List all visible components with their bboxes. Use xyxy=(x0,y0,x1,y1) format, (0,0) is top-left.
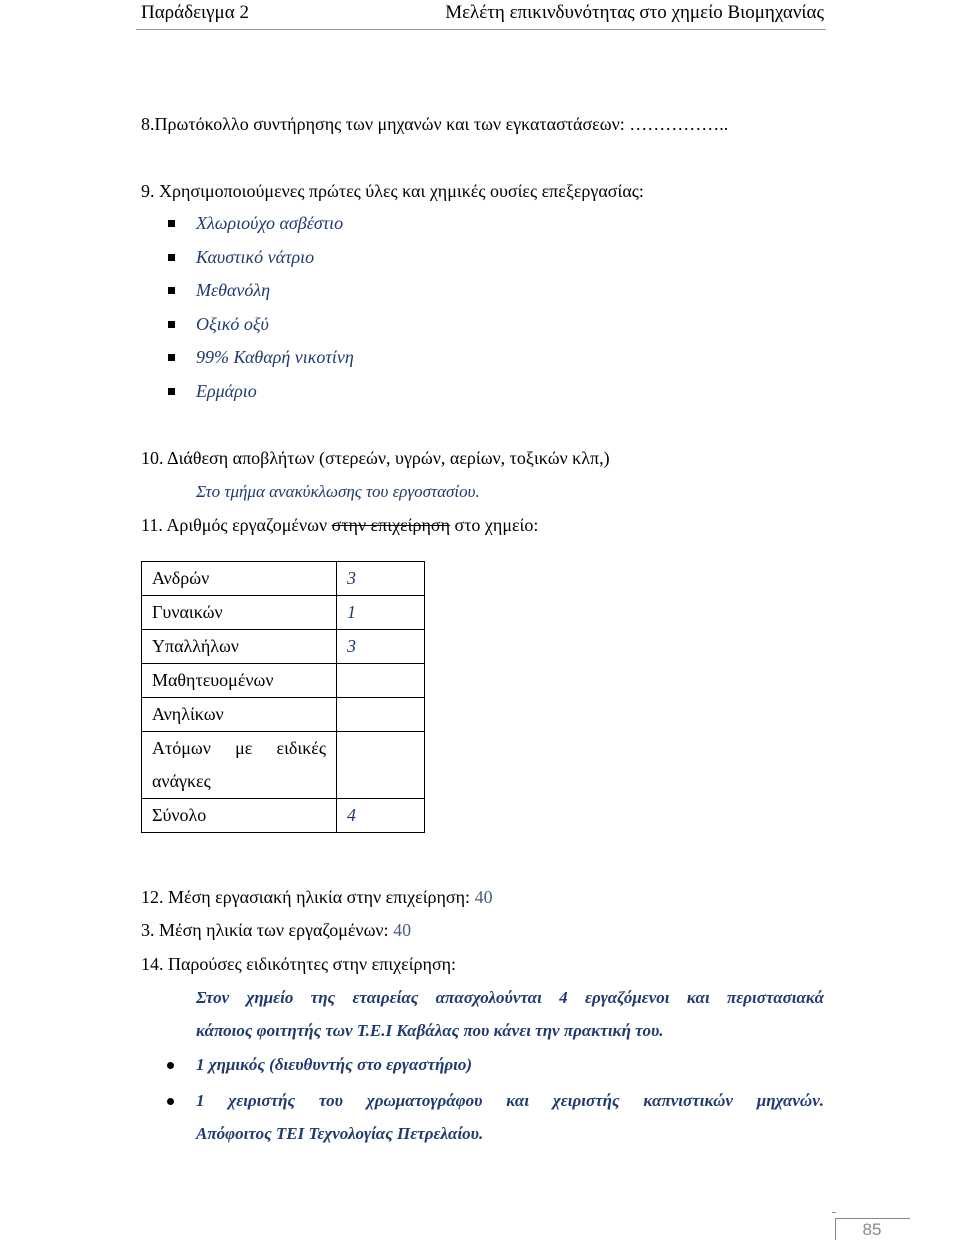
workers-table xyxy=(141,561,425,833)
item-13-avg-employee-age xyxy=(141,920,411,941)
row-label xyxy=(142,732,337,799)
item-13-label: 3. Μέση ηλικία των εργαζομένων: xyxy=(141,920,394,940)
item-10-waste-disposal-answer: Στο τμήμα ανακύκλωσης του εργοστασίου. xyxy=(196,482,480,501)
row-label-line: Ατόμων με ειδικές xyxy=(152,738,326,758)
row-value xyxy=(337,732,425,799)
table-row xyxy=(142,664,425,698)
header-title-left: Παράδειγμα 2 xyxy=(141,2,249,23)
item-9-raw-materials-heading: 9. Χρησιμοποιούμενες πρώτες ύλες και χημικές ουσίες επεξεργασίας: xyxy=(141,181,644,201)
item-11-suffix: στο χημείο: xyxy=(450,515,539,535)
square-bullet-icon xyxy=(168,254,175,261)
item-10-waste-disposal-heading: 10. Διάθεση αποβλήτων (στερεών, υγρών, αερίων, τοξικών κλπ,) xyxy=(141,448,610,468)
square-bullet-icon xyxy=(168,321,175,328)
table-row xyxy=(142,698,425,732)
square-bullet-icon xyxy=(168,354,175,361)
row-value: 4 xyxy=(337,799,425,833)
table-row xyxy=(142,562,425,596)
page-number: 85 xyxy=(862,1220,882,1239)
item-14-specialties-heading: 14. Παρούσες ειδικότητες στην επιχείρηση: xyxy=(141,954,457,974)
row-label: Γυναικών xyxy=(142,596,337,630)
table-row xyxy=(142,732,425,799)
header-divider xyxy=(136,29,826,30)
table-row xyxy=(142,630,425,664)
material-label: 99% Καθαρή νικοτίνη xyxy=(196,347,354,367)
item-11-struck-text: στην επιχείρηση xyxy=(331,515,450,535)
material-label: Οξικό οξύ xyxy=(196,314,269,334)
material-label: Μεθανόλη xyxy=(196,280,271,300)
specialty-label: 1 χειριστής του χρωματογράφου και χειριστής καπνιστικών μηχανών. xyxy=(196,1091,824,1110)
specialty-label-continued: Απόφοιτος ΤΕΙ Τεχνολογίας Πετρελαίου. xyxy=(196,1124,484,1143)
item-11-prefix: 11. Αριθμός εργαζομένων xyxy=(141,515,332,535)
row-value: 3 xyxy=(337,630,425,664)
row-label-line: ανάγκες xyxy=(152,771,211,791)
item-12-avg-work-age xyxy=(141,887,493,908)
specialty-label: 1 χημικός (διευθυντής στο εργαστήριο) xyxy=(196,1055,473,1074)
row-value xyxy=(337,698,425,732)
row-value: 1 xyxy=(337,596,425,630)
table-row xyxy=(142,799,425,833)
row-label: Μαθητευομένων xyxy=(142,664,337,698)
row-label: Σύνολο xyxy=(142,799,337,833)
square-bullet-icon xyxy=(168,388,175,395)
item-14-answer-line: Στον χημείο της εταιρείας απασχολούνται 4 εργαζόμενοι και περιστασιακά xyxy=(196,988,824,1007)
row-value: 3 xyxy=(337,562,425,596)
round-bullet-icon xyxy=(167,1098,174,1105)
table-row xyxy=(142,596,425,630)
row-label: Ανηλίκων xyxy=(142,698,337,732)
material-label: Χλωριούχο ασβέστιο xyxy=(196,213,344,233)
item-12-label: 12. Μέση εργασιακή ηλικία στην επιχείρηση: xyxy=(141,887,475,907)
item-13-value: 40 xyxy=(393,920,412,940)
round-bullet-icon xyxy=(167,1062,174,1069)
item-8-maintenance-protocol: 8.Πρωτόκολλο συντήρησης των μηχανών και των εγκαταστάσεων: …………….. xyxy=(141,114,729,134)
row-label: Υπαλλήλων xyxy=(142,630,337,664)
row-label: Ανδρών xyxy=(142,562,337,596)
item-11-workers-heading xyxy=(141,515,538,536)
square-bullet-icon xyxy=(168,287,175,294)
header-title-right: Μελέτη επικινδυνότητας στο χημείο Βιομηχανίας xyxy=(445,2,824,23)
square-bullet-icon xyxy=(168,220,175,227)
material-label: Ερμάριο xyxy=(196,381,257,401)
material-label: Καυστικό νάτριο xyxy=(196,247,315,267)
item-12-value: 40 xyxy=(474,887,493,907)
item-14-answer-line: κάποιος φοιτητής των Τ.Ε.Ι Καβάλας που κάνει την πρακτική του. xyxy=(196,1021,664,1040)
row-value xyxy=(337,664,425,698)
